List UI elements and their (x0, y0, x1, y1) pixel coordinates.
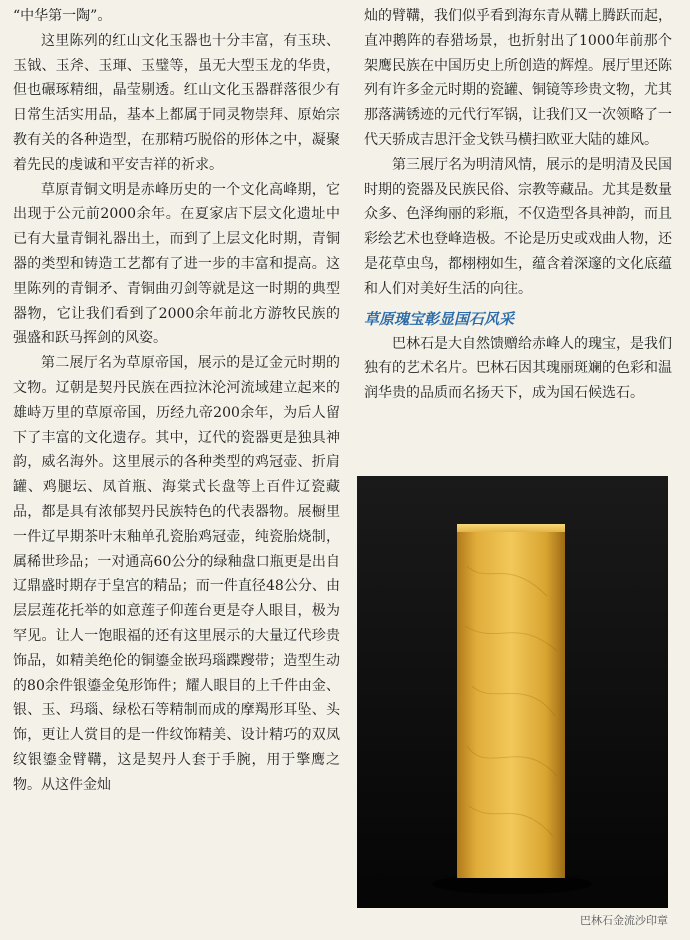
left-column (13, 4, 340, 798)
balin-stone-seal-image (357, 476, 668, 908)
seal-photo (357, 476, 668, 908)
seal-top (457, 524, 565, 532)
paragraph-3: 草原青铜文明是赤峰历史的一个文化高峰期，它出现于公元前2000余年。在夏家店下层文化遗址中已有大量青铜礼器出土，而到了上层文化时期，青铜器的类型和铸造工艺都有了进一步的丰富和提高。这里陈列的青铜矛、青铜曲刃剑等就是这一时期的典型器物，它让我们看到了2000余年前北方游牧民族的强盛和跃马挥剑的风姿。 (13, 181, 340, 347)
right-column (364, 4, 672, 406)
photo-caption: 巴林石金流沙印章 (580, 914, 668, 927)
paragraph-1: “中华第一陶”。 (13, 8, 112, 24)
paragraph-6: 第三展厅名为明清风情，展示的是明清及民国时期的瓷器及民族民俗、宗教等藏品。尤其是数量众多、色泽绚丽的彩瓶，不仅造型各具神韵，而且彩绘艺术也登峰造极。不论是历史或戏曲人物，还是花草虫鸟，都栩栩如生，蕴含着深邃的文化底蕴和人们对美好生活的向往。 (364, 156, 672, 297)
paragraph-2: 这里陈列的红山文化玉器也十分丰富，有玉玦、玉钺、玉斧、玉琿、玉璧等，虽无大型玉龙的华贵，但也碾琢精细，晶莹剔透。红山文化玉器群落很少有日常生活实用品，基本上都属于同灵物崇拜、原始宗教有关的各种造型，在那精巧脱俗的形体之中，凝聚着先民的虔诚和平安吉祥的祈求。 (13, 32, 340, 173)
paragraph-7: 巴林石是大自然馈赠给赤峰人的瑰宝，是我们独有的艺术名片。巴林石因其瑰丽斑斓的色彩和温润华贵的品质而名扬天下，成为国石候选石。 (364, 335, 672, 402)
section-heading: 草原瑰宝彰显国石风采 (364, 309, 515, 328)
seal-body (457, 528, 565, 878)
paragraph-5: 灿的臂鞲，我们似乎看到海东青从鞲上腾跃而起，直冲鹅阵的春猎场景，也折射出了1000年前那个架鹰民族在中国历史上所创造的辉煌。展厅里还陈列有许多金元时期的瓷罐、铜镜等珍贵文物，尤其那落满锈迹的元代行军锅，让我们又一次领略了一代天骄成吉思汗金戈铁马横扫欧亚大陆的雄风。 (364, 8, 672, 148)
paragraph-4: 第二展厅名为草原帝国，展示的是辽金元时期的文物。辽朝是契丹民族在西拉沐沦河流域建立起来的雄峙万里的草原帝国，历经九帝200余年，为后人留下了丰富的文化遗存。其中，辽代的瓷器更是独具神韵，威名海外。这里展示的各种类型的鸡冠壶、折肩罐、鸡腿坛、凤首瓶、海棠式长盘等上百件辽瓷藏品，都是具有浓郁契丹民族特色的代表器物。展橱里一件辽早期茶叶末釉单孔瓷胎鸡冠壶，纯瓷胎烧制，属稀世珍品；一对通高60公分的绿釉盘口瓶更是出自辽鼎盛时期存于皇宫的精品；而一件直径48公分、由层层莲花托举的如意莲子仰莲台更是夺人眼目，极为罕见。让人一饱眼福的还有这里展示的大量辽代珍贵饰品，如精美绝伦的铜鎏金嵌玛瑙蹀躞带；造型生动的80余件银鎏金兔形饰件；耀人眼目的上千件由金、银、玉、玛瑙、绿松石等精制而成的摩羯形耳坠、头饰，更让人赏目的是一件纹饰精美、设计精巧的双凤纹银鎏金臂鞲，这是契丹人套于手腕，用于擎鹰之物。从这件金灿 (13, 355, 340, 793)
